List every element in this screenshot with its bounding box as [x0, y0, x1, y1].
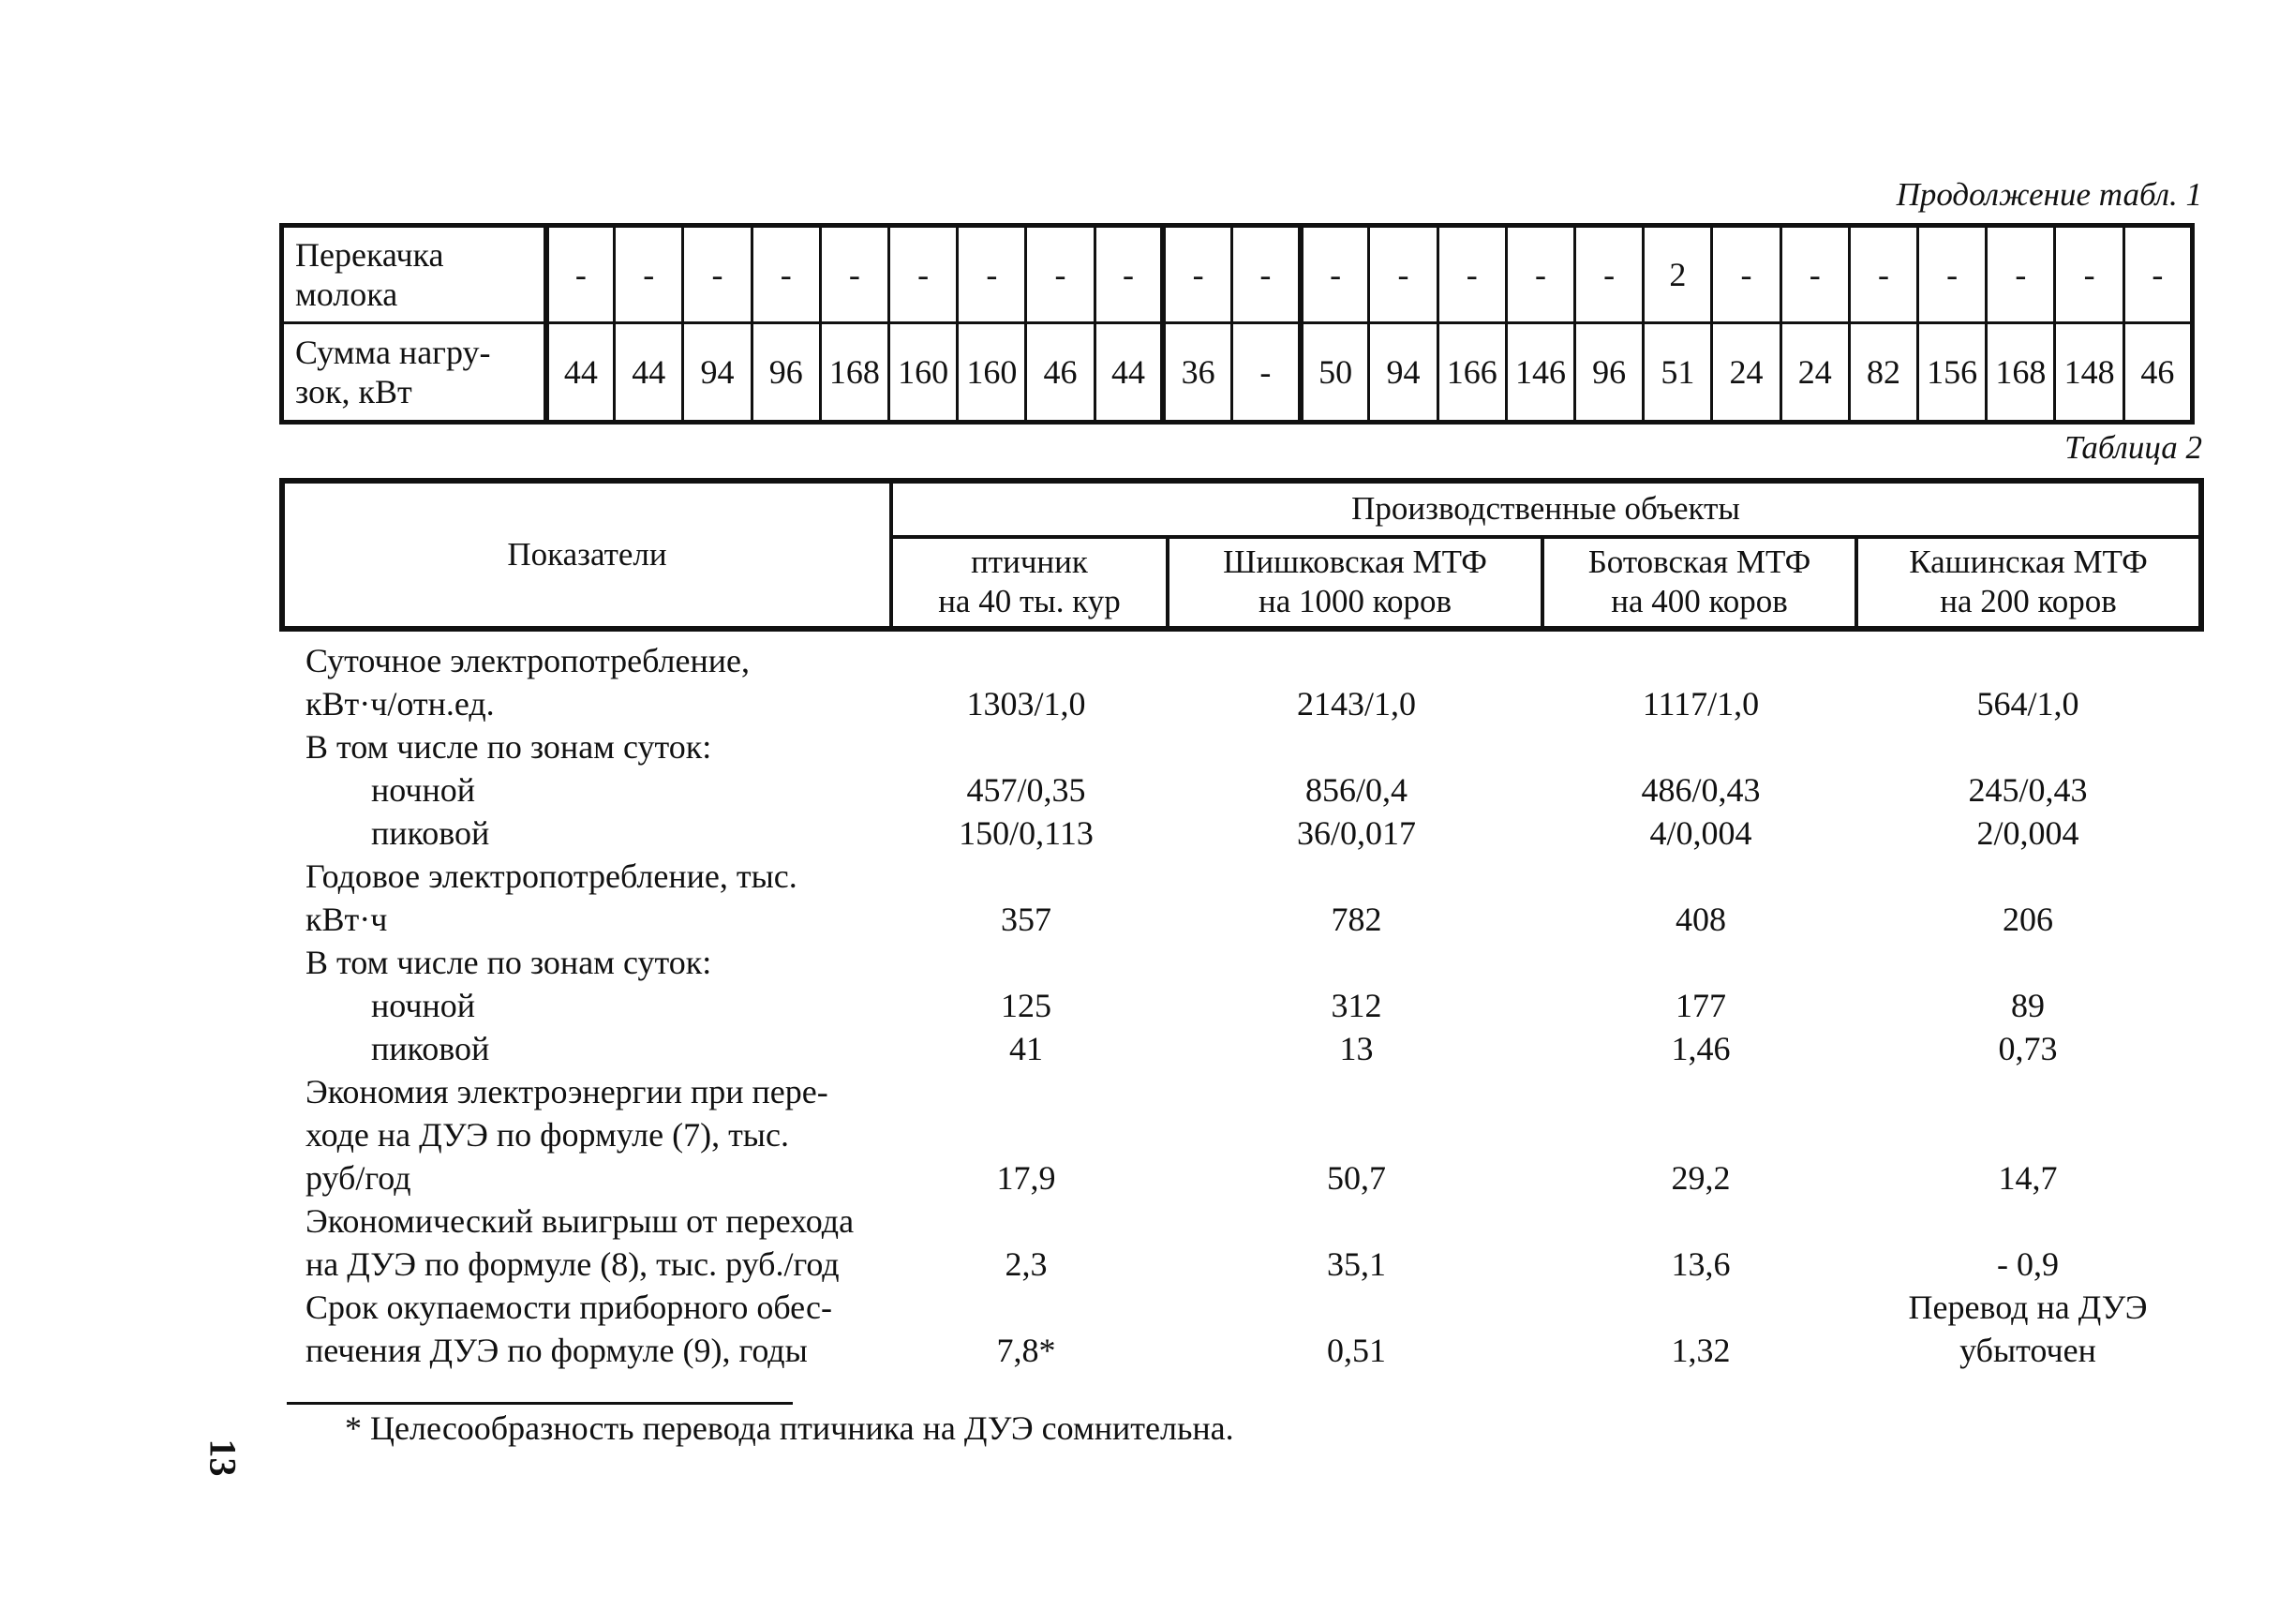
table1: [279, 223, 2195, 425]
table1-cell: -: [1918, 226, 1987, 323]
table1-cell: -: [1095, 226, 1163, 323]
table1-cell: -: [1437, 226, 1506, 323]
table2-cell: 13,6: [1671, 1245, 1731, 1283]
table2-cell: 4/0,004: [1649, 814, 1752, 852]
table1-cell: -: [1712, 226, 1780, 323]
table2-row: [281, 812, 2200, 855]
table2-row: [281, 941, 2200, 984]
table1-cell: -: [546, 226, 615, 323]
table2-row-label: на ДУЭ по формуле (8), тыс. руб./год: [305, 1245, 840, 1283]
table2-cell: 206: [2003, 901, 2053, 938]
table1-cell: -: [1301, 226, 1369, 323]
table2-row-label: кВт·ч: [305, 901, 388, 938]
table2-cell: 177: [1676, 987, 1726, 1024]
table2-row-label: ходе на ДУЭ по формуле (7), тыс.: [305, 1116, 789, 1154]
table1-cell: -: [820, 226, 888, 323]
table1-cell: 36: [1163, 323, 1231, 423]
table1-cell: -: [1163, 226, 1231, 323]
table1-cell: 24: [1712, 323, 1780, 423]
table1-cell: -: [615, 226, 683, 323]
table2-cell: Перевод на ДУЭ: [1908, 1289, 2148, 1326]
table2-cell: 17,9: [996, 1159, 1056, 1197]
table1-cell: -: [683, 226, 752, 323]
table2-row-label: В том числе по зонам суток:: [305, 728, 712, 766]
table1-cell: 2: [1644, 226, 1712, 323]
table1-cell: 50: [1301, 323, 1369, 423]
table1-continuation-caption: Продолжение табл. 1: [1896, 176, 2202, 213]
footnote-divider: [287, 1402, 793, 1405]
table1-cell: -: [1987, 226, 2055, 323]
table1-cell: 160: [958, 323, 1026, 423]
table1-cell: -: [2123, 226, 2192, 323]
table2-caption: Таблица 2: [2064, 429, 2202, 466]
table1-cell: -: [752, 226, 820, 323]
table2-cell: 50,7: [1327, 1159, 1386, 1197]
table1-cell: 146: [1506, 323, 1574, 423]
table2-row-label: кВт·ч/отн.ед.: [305, 685, 495, 723]
table2-cell: 1303/1,0: [966, 685, 1086, 723]
table2-row: [281, 1113, 2200, 1156]
table2-row: [281, 1286, 2200, 1329]
production-objects-header: Производственные объекты: [891, 481, 2201, 537]
table2-row-label: ночной: [371, 987, 475, 1024]
table1-cell: 156: [1918, 323, 1987, 423]
table2-cell: 408: [1676, 901, 1726, 938]
indicators-header: Показатели: [282, 481, 891, 629]
table2-row: [281, 1243, 2200, 1286]
table2-cell: 782: [1331, 901, 1382, 938]
table1-row-label: Сумма нагру- зок, кВт: [282, 323, 546, 423]
table2-cell: 2,3: [1005, 1245, 1048, 1283]
table2-row-label: пиковой: [371, 814, 490, 852]
table1-cell: -: [1369, 226, 1437, 323]
table2-row-label: Срок окупаемости приборного обес-: [305, 1289, 833, 1326]
table2-cell: 2/0,004: [1976, 814, 2079, 852]
table1-cell: 148: [2055, 323, 2123, 423]
column-header-poultry: птичник на 40 ты. кур: [891, 537, 1168, 630]
table2-cell: 41: [1009, 1030, 1043, 1067]
table1-cell: -: [1575, 226, 1644, 323]
table1-cell: 166: [1437, 323, 1506, 423]
table1-cell: 94: [683, 323, 752, 423]
page-number: 13: [201, 1438, 245, 1477]
table1-cell: 24: [1780, 323, 1849, 423]
table2-row: [281, 855, 2200, 898]
table2-row: [281, 984, 2200, 1027]
table1-cell: 94: [1369, 323, 1437, 423]
table2-cell: 7,8*: [996, 1332, 1056, 1369]
table2-row: [281, 1070, 2200, 1113]
table2-row-label: печения ДУЭ по формуле (9), годы: [305, 1332, 808, 1369]
table2-row: [281, 1199, 2200, 1243]
table2-row: [281, 639, 2200, 682]
table1-cell: 96: [752, 323, 820, 423]
table1-cell: -: [1780, 226, 1849, 323]
table1-cell: -: [2055, 226, 2123, 323]
table2-body: [281, 639, 2200, 1372]
table1-cell: 160: [889, 323, 958, 423]
table1-cell: 51: [1644, 323, 1712, 423]
table2-row: [281, 1027, 2200, 1070]
table1-cell: 168: [820, 323, 888, 423]
table2-cell: 13: [1339, 1030, 1374, 1067]
table1-cell: 44: [1095, 323, 1163, 423]
table2-cell: 0,51: [1327, 1332, 1386, 1369]
table2-row: [281, 768, 2200, 812]
table2-row: [281, 1329, 2200, 1372]
table2-row-label: руб/год: [305, 1159, 411, 1197]
table1-cell: -: [1026, 226, 1095, 323]
table1-row: [282, 323, 2193, 423]
table1-cell: -: [1232, 323, 1301, 423]
table2-cell: 1117/1,0: [1642, 685, 1760, 723]
table1-cell: 46: [1026, 323, 1095, 423]
table1-cell: -: [1232, 226, 1301, 323]
table2-row: [281, 898, 2200, 941]
table1-cell: 82: [1849, 323, 1917, 423]
column-header-kashinskaya: Кашинская МТФ на 200 коров: [1856, 537, 2201, 630]
table2-row: [281, 725, 2200, 768]
footnote: * Целесообразность перевода птичника на ДУЭ сомнительна.: [345, 1409, 1234, 1447]
table2-cell: 357: [1001, 901, 1051, 938]
table2-cell: 0,73: [1998, 1030, 2058, 1067]
table1-row-label: Перекачка молока: [282, 226, 546, 323]
table2-cell: 245/0,43: [1968, 771, 2088, 809]
table1-cell: -: [958, 226, 1026, 323]
table2-cell: 2143/1,0: [1296, 685, 1416, 723]
table2-cell: 35,1: [1327, 1245, 1386, 1283]
table2-cell: 564/1,0: [1976, 685, 2079, 723]
table2-cell: 1,32: [1671, 1332, 1731, 1369]
table2-row-label: Экономия электроэнергии при пере-: [305, 1073, 828, 1110]
table2-cell: убыточен: [1959, 1332, 2096, 1369]
table1-cell: 46: [2123, 323, 2192, 423]
table1-cell: -: [889, 226, 958, 323]
column-header-shishkovskaya: Шишковская МТФ на 1000 коров: [1168, 537, 1542, 630]
table2-row: [281, 1156, 2200, 1199]
table2-cell: 486/0,43: [1641, 771, 1761, 809]
table2-row-label: ночной: [371, 771, 475, 809]
table2-cell: 457/0,35: [966, 771, 1086, 809]
table2-row-label: Экономический выигрыш от перехода: [305, 1202, 855, 1240]
table2-row-label: пиковой: [371, 1030, 490, 1067]
table1-cell: 44: [615, 323, 683, 423]
table2-cell: 36/0,017: [1296, 814, 1416, 852]
table1-cell: -: [1849, 226, 1917, 323]
table1-cell: 96: [1575, 323, 1644, 423]
table2-cell: 89: [2011, 987, 2045, 1024]
table2-cell: 29,2: [1671, 1159, 1731, 1197]
table2-header: [279, 478, 2204, 632]
table1-cell: -: [1506, 226, 1574, 323]
table2-row-label: Годовое электропотребление, тыс.: [305, 857, 797, 895]
table2-row-label: В том числе по зонам суток:: [305, 944, 712, 981]
table1-cell: 44: [546, 323, 615, 423]
table2-cell: 125: [1001, 987, 1051, 1024]
table2-row: [281, 682, 2200, 725]
table2-cell: 14,7: [1998, 1159, 2058, 1197]
table2-cell: 856/0,4: [1304, 771, 1408, 809]
table1-cell: 168: [1987, 323, 2055, 423]
table2-cell: 1,46: [1671, 1030, 1731, 1067]
table2-cell: 312: [1331, 987, 1382, 1024]
column-header-botovskaya: Ботовская МТФ на 400 коров: [1542, 537, 1856, 630]
table1-row: [282, 226, 2193, 323]
table2-cell: - 0,9: [1997, 1245, 2059, 1283]
table2-cell: 150/0,113: [959, 814, 1094, 852]
table2-row-label: Суточное электропотребление,: [305, 642, 750, 679]
